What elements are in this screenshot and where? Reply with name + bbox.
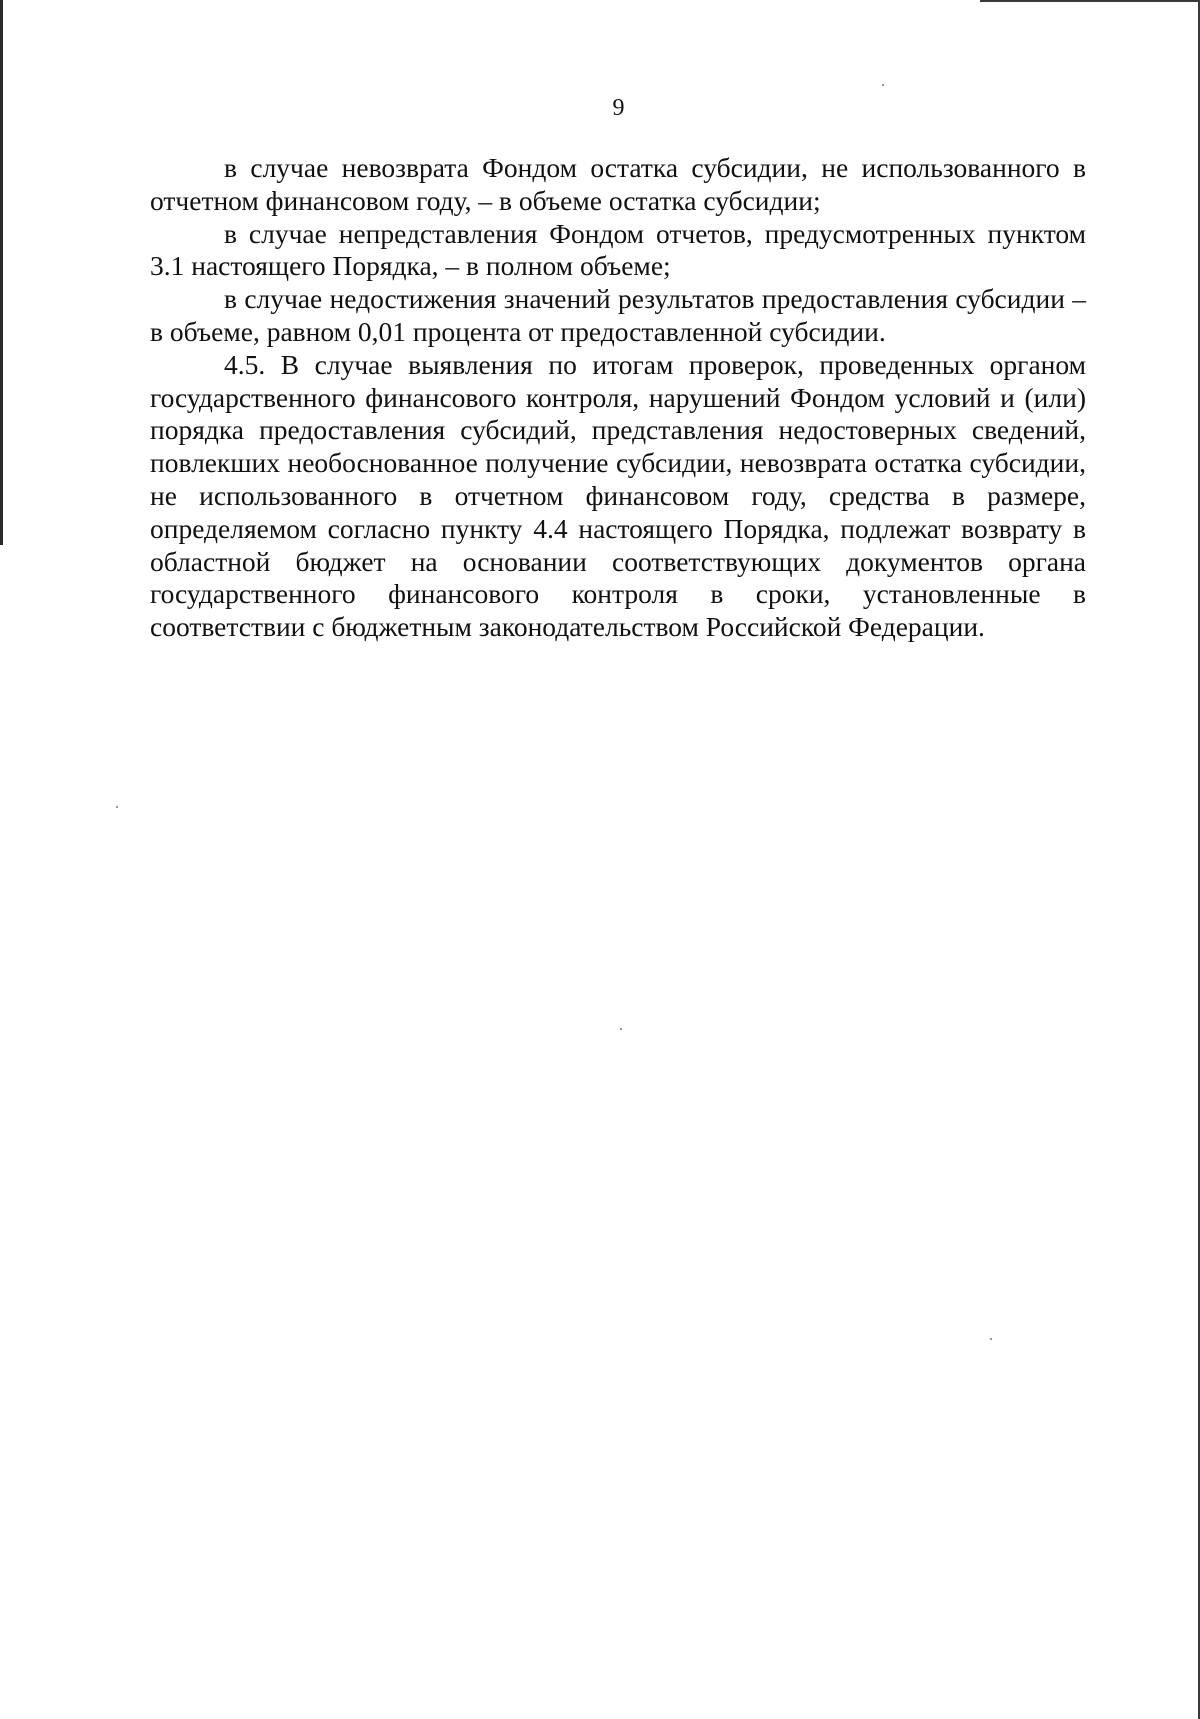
scan-edge-top — [980, 0, 1200, 2]
document-body — [150, 152, 1086, 644]
paragraph-4-5: 4.5. В случае выявления по итогам проверок, проведенных органом государственного финансового контроля, нарушений Фондом условий и (или) порядка предоставления субсидий, представления недостоверных сведений, повлекших необоснованное получение субсидии, невозврата остатка субсидии, не использованного в отчетном финансовом году, средства в размере, определяемом согласно пункту 4.4 настоящего Порядка, подлежат возврату в областной бюджет на основании соответствующих документов органа государственного финансового контроля в сроки, установленные в соответствии с бюджетным законодательством Российской Федерации. — [150, 348, 1086, 643]
scan-speck — [990, 1338, 992, 1340]
scan-speck — [882, 84, 884, 86]
scan-edge-left — [0, 0, 3, 545]
paragraph-no-reports: в случае непредставления Фондом отчетов, предусмотренных пунктом 3.1 настоящего Порядка, – в полном объеме; — [150, 217, 1086, 282]
page-number: 9 — [612, 95, 625, 121]
paragraph-results-not-achieved: в случае недостижения значений результатов предоставления субсидии – в объеме, равном 0,01 процента от предоставленной субсидии. — [150, 283, 1086, 347]
scan-speck — [620, 1028, 622, 1030]
paragraph-non-return: в случае невозврата Фондом остатка субсидии, не использованного в отчетном финансовом году, – в объеме остатка субсидии; — [150, 152, 1086, 216]
scan-speck — [116, 806, 118, 808]
